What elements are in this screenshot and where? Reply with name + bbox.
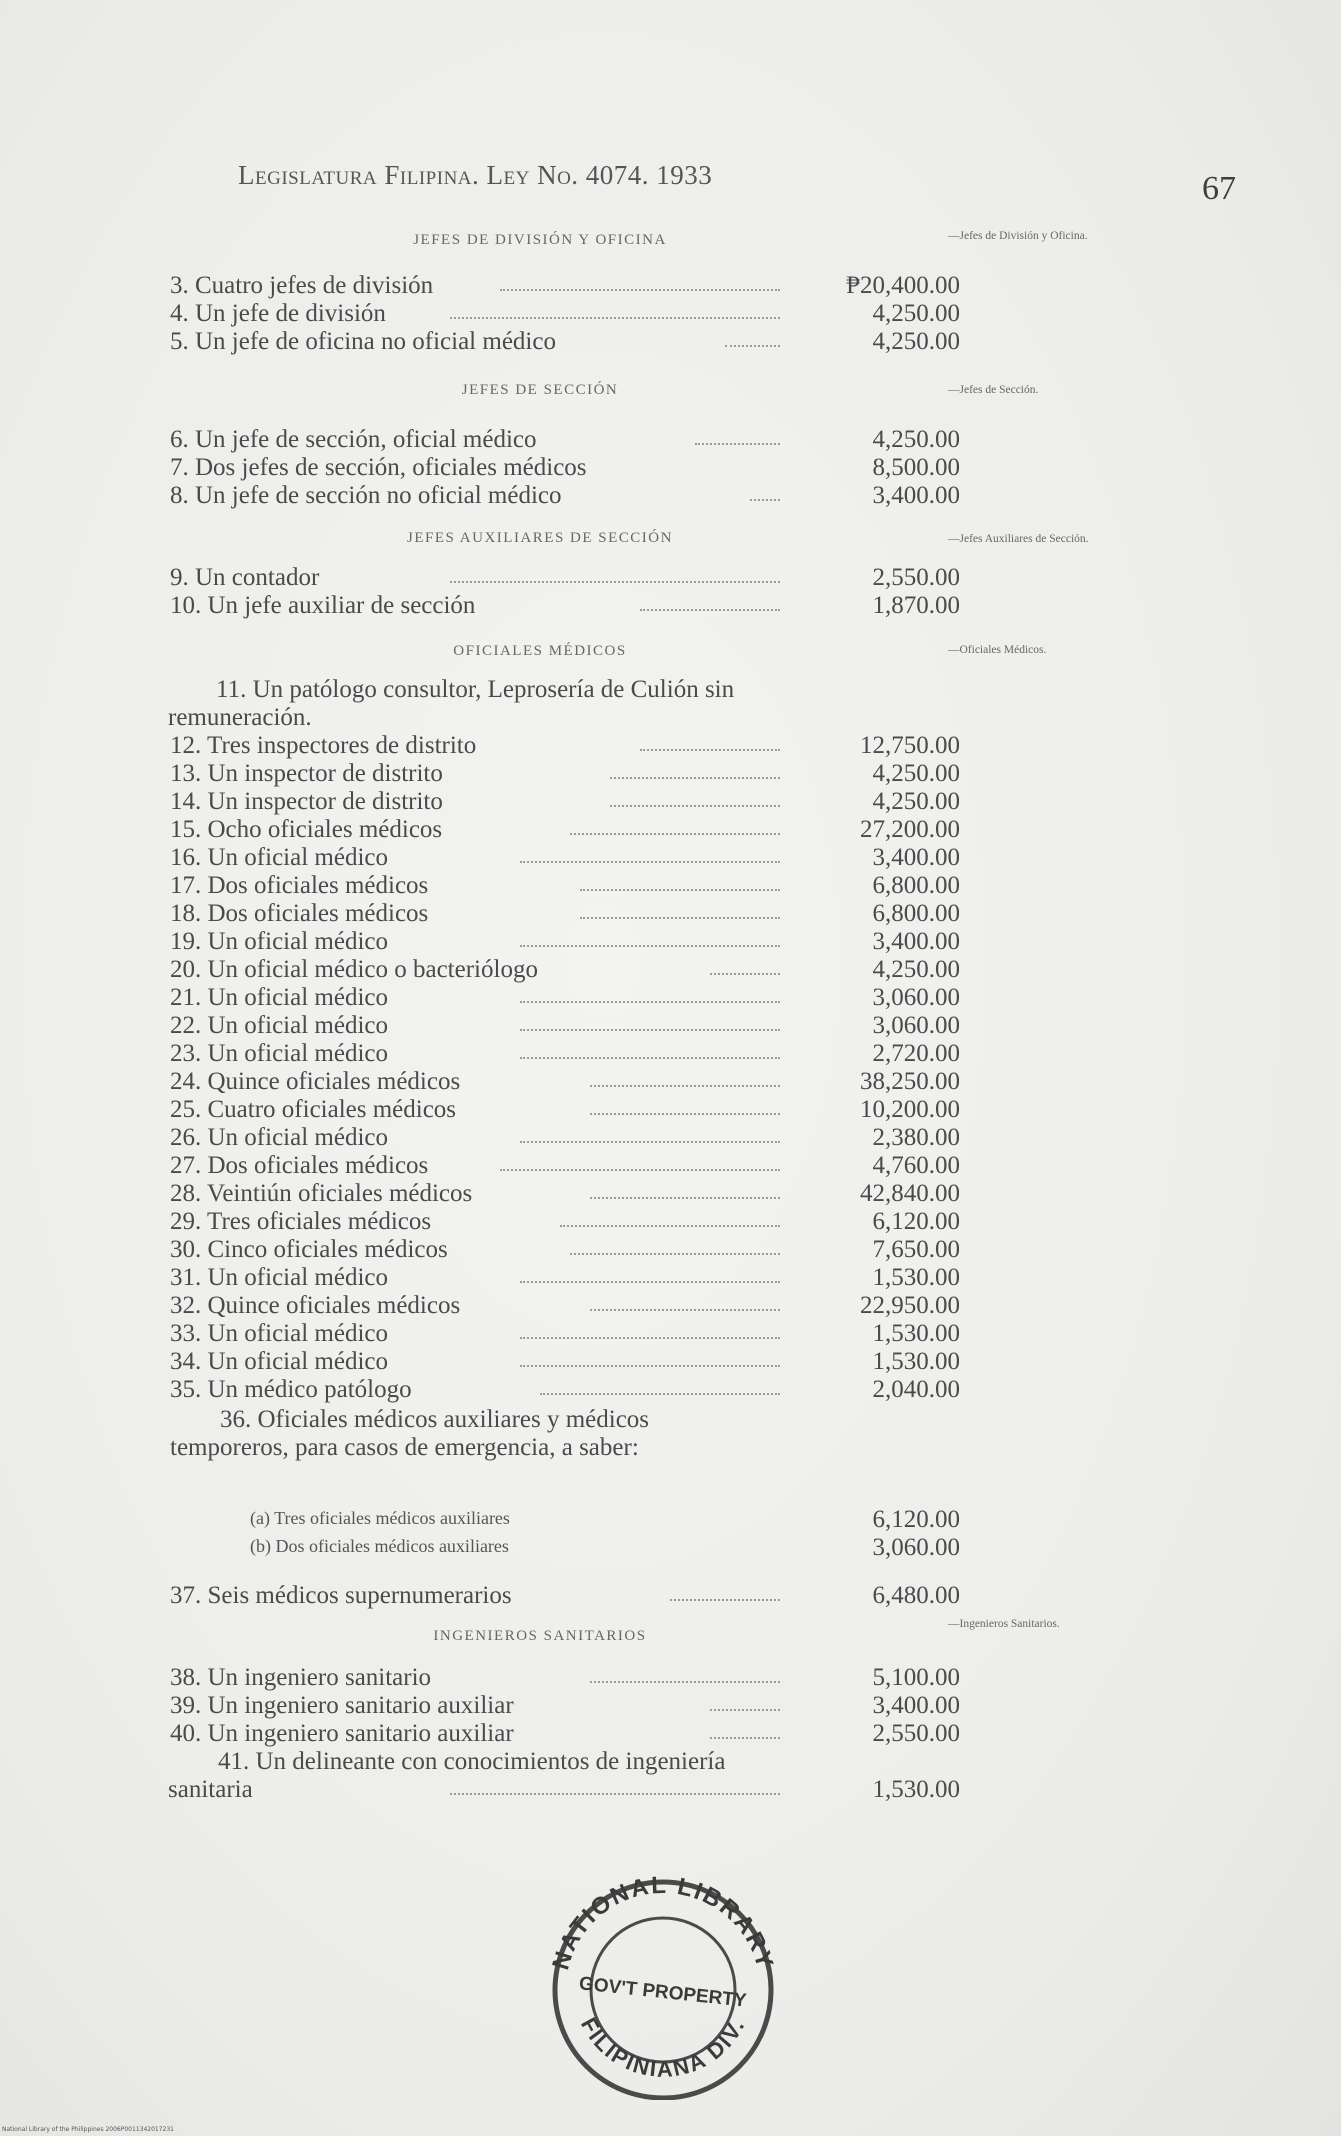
item-amount: 1,530.00	[872, 1776, 960, 1803]
item-amount: 3,400.00	[872, 844, 960, 871]
leader-dots	[710, 973, 780, 975]
line-item	[170, 272, 960, 300]
item-text: 37. Seis médicos supernumerarios	[170, 1582, 512, 1609]
item-amount: 2,550.00	[872, 564, 960, 591]
leader-dots	[520, 861, 780, 863]
line-item	[170, 1264, 960, 1292]
leader-dots	[670, 1599, 780, 1601]
page-number: 67	[1202, 170, 1236, 207]
leader-dots	[580, 917, 780, 919]
item-amount: 6,800.00	[872, 900, 960, 927]
sub-item-text: (a) Tres oficiales médicos auxiliares	[250, 1508, 510, 1528]
leader-dots	[710, 1737, 780, 1739]
item-text: 21. Un oficial médico	[170, 984, 388, 1011]
item-amount: 4,760.00	[872, 1152, 960, 1179]
item-text: 5. Un jefe de oficina no oficial médico	[170, 328, 556, 355]
leader-dots	[640, 749, 780, 751]
item-amount: 6,800.00	[872, 872, 960, 899]
leader-dots	[520, 1001, 780, 1003]
item-amount: 5,100.00	[872, 1664, 960, 1691]
item-11-paragraph: 11. Un patólogo consultor, Leprosería de Culión sin remuneración.	[168, 676, 735, 731]
leader-dots	[710, 1709, 780, 1711]
leader-dots	[520, 1029, 780, 1031]
line-item	[170, 760, 960, 788]
svg-text:NATIONAL LIBRARY	[547, 1872, 778, 1973]
leader-dots	[590, 1681, 780, 1683]
item-text: 20. Un oficial médico o bacteriólogo	[170, 956, 538, 983]
stamp-bottom-text: FILIPINIANA DIV.	[575, 2013, 750, 2082]
item-text: 7. Dos jefes de sección, oficiales médicos	[170, 454, 587, 481]
line-item	[170, 482, 960, 510]
item-amount: 6,120.00	[872, 1208, 960, 1235]
line-item	[170, 1124, 960, 1152]
leader-dots	[520, 1057, 780, 1059]
section-heading: JEFES AUXILIARES DE SECCIÓN	[407, 530, 673, 546]
leader-dots	[750, 499, 780, 501]
item-amount: 42,840.00	[860, 1180, 960, 1207]
line-item	[170, 328, 960, 356]
item-text: 29. Tres oficiales médicos	[170, 1208, 432, 1235]
leader-dots	[610, 777, 780, 779]
leader-dots	[695, 443, 780, 445]
line-item	[170, 732, 960, 760]
sub-item-text: (b) Dos oficiales médicos auxiliares	[250, 1536, 509, 1556]
item-text: 27. Dos oficiales médicos	[170, 1152, 429, 1179]
item-amount: 1,870.00	[872, 592, 960, 619]
item-amount: 4,250.00	[872, 426, 960, 453]
line-item	[170, 1582, 960, 1610]
item-amount: ₱20,400.00	[846, 272, 960, 299]
line-item	[170, 426, 960, 454]
svg-text:FILIPINIANA DIV.	[576, 2013, 750, 2081]
section-heading: OFICIALES MÉDICOS	[453, 643, 627, 659]
line-item	[170, 928, 960, 956]
line-item	[170, 1040, 960, 1068]
leader-dots	[540, 1393, 780, 1395]
item-amount: 3,400.00	[872, 1692, 960, 1719]
item-text: 19. Un oficial médico	[170, 928, 388, 955]
line-item	[170, 1692, 960, 1720]
leader-dots	[640, 609, 780, 611]
line-item	[170, 1292, 960, 1320]
item-amount: 4,250.00	[872, 956, 960, 983]
margin-note: —Ingenieros Sanitarios.	[948, 1618, 1060, 1630]
line-item	[170, 1012, 960, 1040]
line-item	[170, 956, 960, 984]
leader-dots	[560, 1225, 780, 1227]
line-item	[170, 872, 960, 900]
item-text: 15. Ocho oficiales médicos	[170, 816, 443, 843]
item-amount: 3,400.00	[872, 482, 960, 509]
item-text: 32. Quince oficiales médicos	[170, 1292, 461, 1319]
running-header: Legislatura Filipina. Ley No. 4074. 1933	[238, 160, 713, 190]
item-amount: 4,250.00	[872, 328, 960, 355]
leader-dots	[520, 1365, 780, 1367]
sub-item-amount: 6,120.00	[872, 1506, 960, 1533]
item-amount: 6,480.00	[872, 1582, 960, 1609]
item-text: 26. Un oficial médico	[170, 1124, 388, 1151]
item-text: 25. Cuatro oficiales médicos	[170, 1096, 457, 1123]
item-amount: 2,550.00	[872, 1720, 960, 1747]
item-amount: 2,380.00	[872, 1124, 960, 1151]
item-amount: 4,250.00	[872, 788, 960, 815]
line-item	[170, 454, 960, 482]
line-item	[170, 1664, 960, 1692]
leader-dots	[590, 1197, 780, 1199]
item-text: 12. Tres inspectores de distrito	[170, 732, 477, 759]
item-amount: 2,720.00	[872, 1040, 960, 1067]
margin-note: —Oficiales Médicos.	[948, 644, 1047, 656]
item-amount: 1,530.00	[872, 1348, 960, 1375]
line-item	[170, 816, 960, 844]
leader-dots	[450, 1793, 780, 1795]
item-text: 18. Dos oficiales médicos	[170, 900, 429, 927]
item-text: 28. Veintiún oficiales médicos	[170, 1180, 473, 1207]
line-item	[170, 1180, 960, 1208]
leader-dots	[610, 805, 780, 807]
line-item	[170, 1320, 960, 1348]
line-item	[170, 1068, 960, 1096]
scan-footer: National Library of the Philippines 2006P0011342017231	[2, 2126, 174, 2133]
item-text: 14. Un inspector de distrito	[170, 788, 443, 815]
margin-note: —Jefes Auxiliares de Sección.	[948, 533, 1089, 545]
item-amount: 4,250.00	[872, 300, 960, 327]
leader-dots	[590, 1309, 780, 1311]
leader-dots	[520, 1141, 780, 1143]
sub-item	[250, 1534, 960, 1561]
leader-dots	[590, 1113, 780, 1115]
section-heading: INGENIEROS SANITARIOS	[433, 1628, 647, 1644]
leader-dots	[570, 1253, 780, 1255]
item-text: 39. Un ingeniero sanitario auxiliar	[170, 1692, 514, 1719]
stamp-top-text: NATIONAL LIBRARY	[547, 1871, 779, 1973]
line-item	[170, 1348, 960, 1376]
item-amount: 3,060.00	[872, 984, 960, 1011]
item-amount: 22,950.00	[860, 1292, 960, 1319]
item-amount: 4,250.00	[872, 760, 960, 787]
item-text: 33. Un oficial médico	[170, 1320, 388, 1347]
item-text: 34. Un oficial médico	[170, 1348, 388, 1375]
item-36-paragraph: 36. Oficiales médicos auxiliares y médicos temporeros, para casos de emergencia, a saber:	[170, 1406, 650, 1461]
line-item	[170, 300, 960, 328]
leader-dots	[725, 345, 780, 347]
item-amount: 27,200.00	[860, 816, 960, 843]
leader-dots	[450, 581, 780, 583]
item-amount: 3,060.00	[872, 1012, 960, 1039]
line-item	[170, 1720, 960, 1748]
line-item	[170, 564, 960, 592]
leader-dots	[500, 289, 780, 291]
line-item	[170, 1152, 960, 1180]
line-item	[170, 900, 960, 928]
leader-dots	[590, 1085, 780, 1087]
item-text: 17. Dos oficiales médicos	[170, 872, 429, 899]
item-text: 3. Cuatro jefes de división	[170, 272, 434, 299]
line-item	[170, 592, 960, 620]
item-text: 6. Un jefe de sección, oficial médico	[170, 426, 537, 453]
line-item	[170, 984, 960, 1012]
item-text: 40. Un ingeniero sanitario auxiliar	[170, 1720, 514, 1747]
line-item	[170, 1208, 960, 1236]
item-text: 31. Un oficial médico	[170, 1264, 388, 1291]
item-amount: 10,200.00	[860, 1096, 960, 1123]
item-text: 16. Un oficial médico	[170, 844, 388, 871]
line-item	[170, 1096, 960, 1124]
line-item	[170, 788, 960, 816]
line-item	[170, 1236, 960, 1264]
item-text: 23. Un oficial médico	[170, 1040, 388, 1067]
item-amount: 7,650.00	[872, 1236, 960, 1263]
line-item	[170, 1376, 960, 1404]
item-amount: 1,530.00	[872, 1320, 960, 1347]
section-heading: JEFES DE SECCIÓN	[461, 382, 619, 398]
item-text: 4. Un jefe de división	[170, 300, 386, 327]
item-amount: 1,530.00	[872, 1264, 960, 1291]
margin-note: —Jefes de Sección.	[948, 384, 1039, 396]
item-amount: 8,500.00	[872, 454, 960, 481]
item-text: 35. Un médico patólogo	[170, 1376, 412, 1403]
leader-dots	[450, 317, 780, 319]
item-amount: 2,040.00	[872, 1376, 960, 1403]
item-text: 10. Un jefe auxiliar de sección	[170, 592, 476, 619]
item-amount: 12,750.00	[860, 732, 960, 759]
stamp-middle-text: GOV'T PROPERTY	[578, 1973, 748, 2012]
leader-dots	[500, 1169, 780, 1171]
leader-dots	[520, 1281, 780, 1283]
library-stamp	[538, 1870, 788, 2100]
item-text: 38. Un ingeniero sanitario	[170, 1664, 432, 1691]
margin-note: —Jefes de División y Oficina.	[948, 230, 1088, 242]
item-text: 30. Cinco oficiales médicos	[170, 1236, 448, 1263]
section-heading: JEFES DE DIVISIÓN Y OFICINA	[413, 232, 667, 248]
item-text: 22. Un oficial médico	[170, 1012, 388, 1039]
item-text: 9. Un contador	[170, 564, 320, 591]
line-item	[170, 844, 960, 872]
leader-dots	[580, 889, 780, 891]
line-item	[170, 1776, 960, 1804]
sub-item	[250, 1506, 960, 1533]
item-text: 24. Quince oficiales médicos	[170, 1068, 461, 1095]
leader-dots	[570, 833, 780, 835]
item-41-paragraph: 41. Un delineante con conocimientos de ingeniería sanitaria	[168, 1748, 726, 1803]
leader-dots	[520, 1337, 780, 1339]
item-text: 13. Un inspector de distrito	[170, 760, 443, 787]
item-text: 8. Un jefe de sección no oficial médico	[170, 482, 562, 509]
sub-item-amount: 3,060.00	[872, 1534, 960, 1561]
leader-dots	[520, 945, 780, 947]
item-amount: 3,400.00	[872, 928, 960, 955]
item-amount: 38,250.00	[860, 1068, 960, 1095]
